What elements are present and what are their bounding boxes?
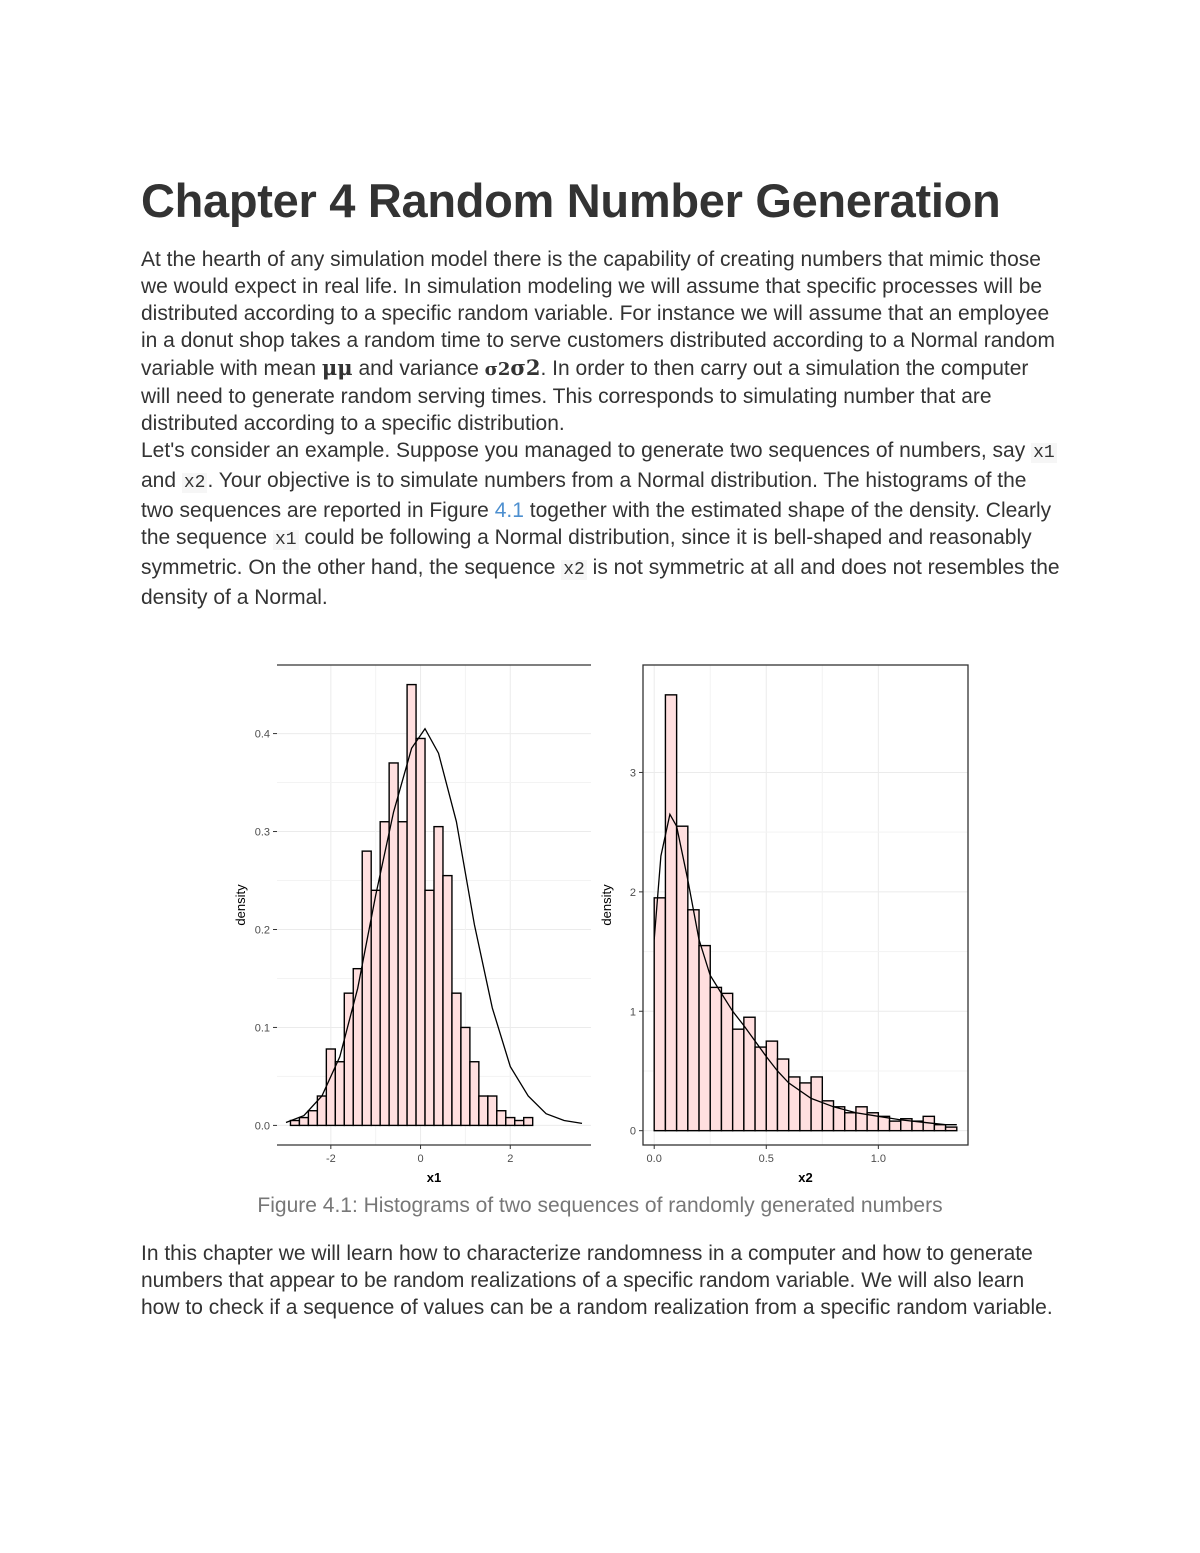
chapter-title: Chapter 4 Random Number Generation bbox=[141, 174, 1001, 227]
chart-panel-1 bbox=[233, 665, 591, 1185]
x-tick-label: -2 bbox=[325, 1153, 336, 1165]
text-span: At the hearth of any simulation model there is the capability of creating numbers that mimic those we would expect in real life. In simulation modeling we will assume that specific processes will be distributed according to a specific random variable. For instance we will assume that an employee in a donut shop takes a random time to serve customers distributed according to a Normal random variable with mean bbox=[141, 248, 1055, 380]
histogram-bar bbox=[317, 1096, 326, 1125]
text-span: is not symmetric at all and does not resembles the density of a Normal. bbox=[141, 556, 1060, 609]
histogram-bar bbox=[434, 827, 443, 1126]
histogram-bar bbox=[834, 1107, 845, 1131]
text-span: could be following a Normal distribution, since it is bell-shaped and reasonably symmetric. On the other hand, the sequence bbox=[141, 526, 1032, 579]
y-tick-label: 0.1 bbox=[254, 1022, 270, 1035]
histogram-bar bbox=[497, 1111, 506, 1126]
histogram-bar bbox=[308, 1111, 317, 1126]
histogram-bar bbox=[371, 890, 380, 1125]
histogram-bar bbox=[721, 993, 732, 1130]
histogram-bar bbox=[699, 946, 710, 1131]
text-span: Let's consider an example. Suppose you managed to generate two sequences of numbers, say bbox=[141, 439, 1032, 462]
histogram-bar bbox=[524, 1118, 533, 1126]
histogram-bar bbox=[688, 910, 699, 1131]
y-tick-label: 3 bbox=[629, 767, 636, 780]
paragraph-1 bbox=[141, 246, 1061, 437]
histogram-bar bbox=[811, 1077, 822, 1131]
histogram-bar bbox=[890, 1121, 901, 1131]
text-span: together with the estimated shape of the density. Clearly the sequence bbox=[141, 499, 1052, 549]
math-sigma-small: σ2 bbox=[484, 359, 511, 380]
y-tick-label: 0 bbox=[629, 1125, 636, 1138]
code-x2: x2 bbox=[183, 473, 206, 493]
code-x2: x2 bbox=[563, 560, 585, 580]
histogram-bar bbox=[777, 1059, 788, 1131]
histogram-bar bbox=[461, 1027, 470, 1125]
histogram-bar bbox=[398, 822, 407, 1126]
histogram-bar bbox=[654, 898, 665, 1131]
y-axis-label: density bbox=[599, 884, 614, 926]
text-span: and variance bbox=[352, 357, 485, 380]
histogram-bar bbox=[452, 993, 461, 1125]
y-tick-label: 0.2 bbox=[254, 924, 270, 937]
x-axis-label: x2 bbox=[798, 1170, 813, 1185]
x-tick-label: 2 bbox=[507, 1153, 514, 1165]
histogram-bar bbox=[946, 1127, 957, 1131]
y-tick-label: 0.3 bbox=[254, 826, 270, 839]
histogram-bar bbox=[299, 1118, 308, 1126]
chart-panel-2 bbox=[599, 665, 968, 1185]
x-tick-label: 0.0 bbox=[646, 1153, 662, 1165]
histogram-bar bbox=[856, 1107, 867, 1131]
histogram-bar bbox=[443, 876, 452, 1126]
histogram-bar bbox=[326, 1049, 335, 1125]
histogram-bar bbox=[934, 1125, 945, 1131]
paragraph-3: In this chapter we will learn how to characterize randomness in a computer and how to generate numbers that appear to be random realizations of a specific random variable. We will also learn how to check if a sequence of values can be a random realization from a specific random variable. bbox=[141, 1242, 1053, 1319]
histogram-bar bbox=[515, 1121, 524, 1126]
y-tick-label: 1 bbox=[629, 1006, 636, 1019]
y-tick-label: 0.0 bbox=[254, 1120, 270, 1133]
x-axis-label: x1 bbox=[426, 1170, 442, 1185]
math-sigma: σ2 bbox=[510, 355, 541, 380]
histogram-bar bbox=[710, 987, 721, 1130]
histogram-bar bbox=[755, 1047, 766, 1131]
histogram-bar bbox=[845, 1113, 856, 1131]
paragraph-2 bbox=[141, 437, 1061, 611]
figure-link[interactable]: 4.1 bbox=[494, 499, 524, 522]
histograms-figure bbox=[230, 660, 980, 1200]
text-span: . In order to then carry out a simulation the computer will need to generate random serving times. This corresponds to simulating number that are distributed according to a specific distribution. bbox=[141, 357, 1029, 435]
histogram-bar bbox=[789, 1077, 800, 1131]
math-mu: μμ bbox=[321, 355, 353, 380]
y-tick-label: 0.4 bbox=[254, 728, 270, 741]
code-x1: x1 bbox=[274, 530, 297, 550]
histogram-bar bbox=[416, 738, 425, 1125]
histogram-bar bbox=[800, 1083, 811, 1131]
histogram-bar bbox=[389, 763, 398, 1125]
x-tick-label: 0.5 bbox=[758, 1153, 774, 1165]
histogram-bar bbox=[733, 1029, 744, 1130]
histogram-bar bbox=[665, 695, 676, 1131]
x-tick-label: 1.0 bbox=[870, 1153, 886, 1165]
histogram-bar bbox=[425, 890, 434, 1125]
y-tick-label: 2 bbox=[629, 886, 636, 899]
histogram-bar bbox=[488, 1096, 497, 1125]
intro-text bbox=[141, 246, 1061, 611]
x-tick-label: 0 bbox=[417, 1153, 424, 1165]
histogram-bar bbox=[335, 1062, 344, 1126]
histogram-bar bbox=[470, 1062, 479, 1126]
y-axis-label: density bbox=[233, 884, 248, 926]
text-span: and bbox=[141, 469, 182, 492]
text-span: . Your objective is to simulate numbers from a Normal distribution. The histograms of the two sequences are reported in Figure bbox=[141, 469, 1027, 522]
histogram-bar bbox=[353, 969, 362, 1126]
page-content bbox=[141, 170, 1061, 611]
code-x1: x1 bbox=[1033, 443, 1055, 463]
histogram-bar bbox=[362, 851, 371, 1125]
histogram-bar bbox=[479, 1096, 488, 1125]
histogram-bar bbox=[290, 1121, 299, 1126]
figure-caption: Figure 4.1: Histograms of two sequences of randomly generated numbers bbox=[257, 1194, 943, 1217]
figure-4-1 bbox=[230, 660, 980, 1200]
histogram-bar bbox=[766, 1041, 777, 1131]
histogram-bar bbox=[878, 1116, 889, 1130]
histogram-bar bbox=[506, 1118, 515, 1126]
